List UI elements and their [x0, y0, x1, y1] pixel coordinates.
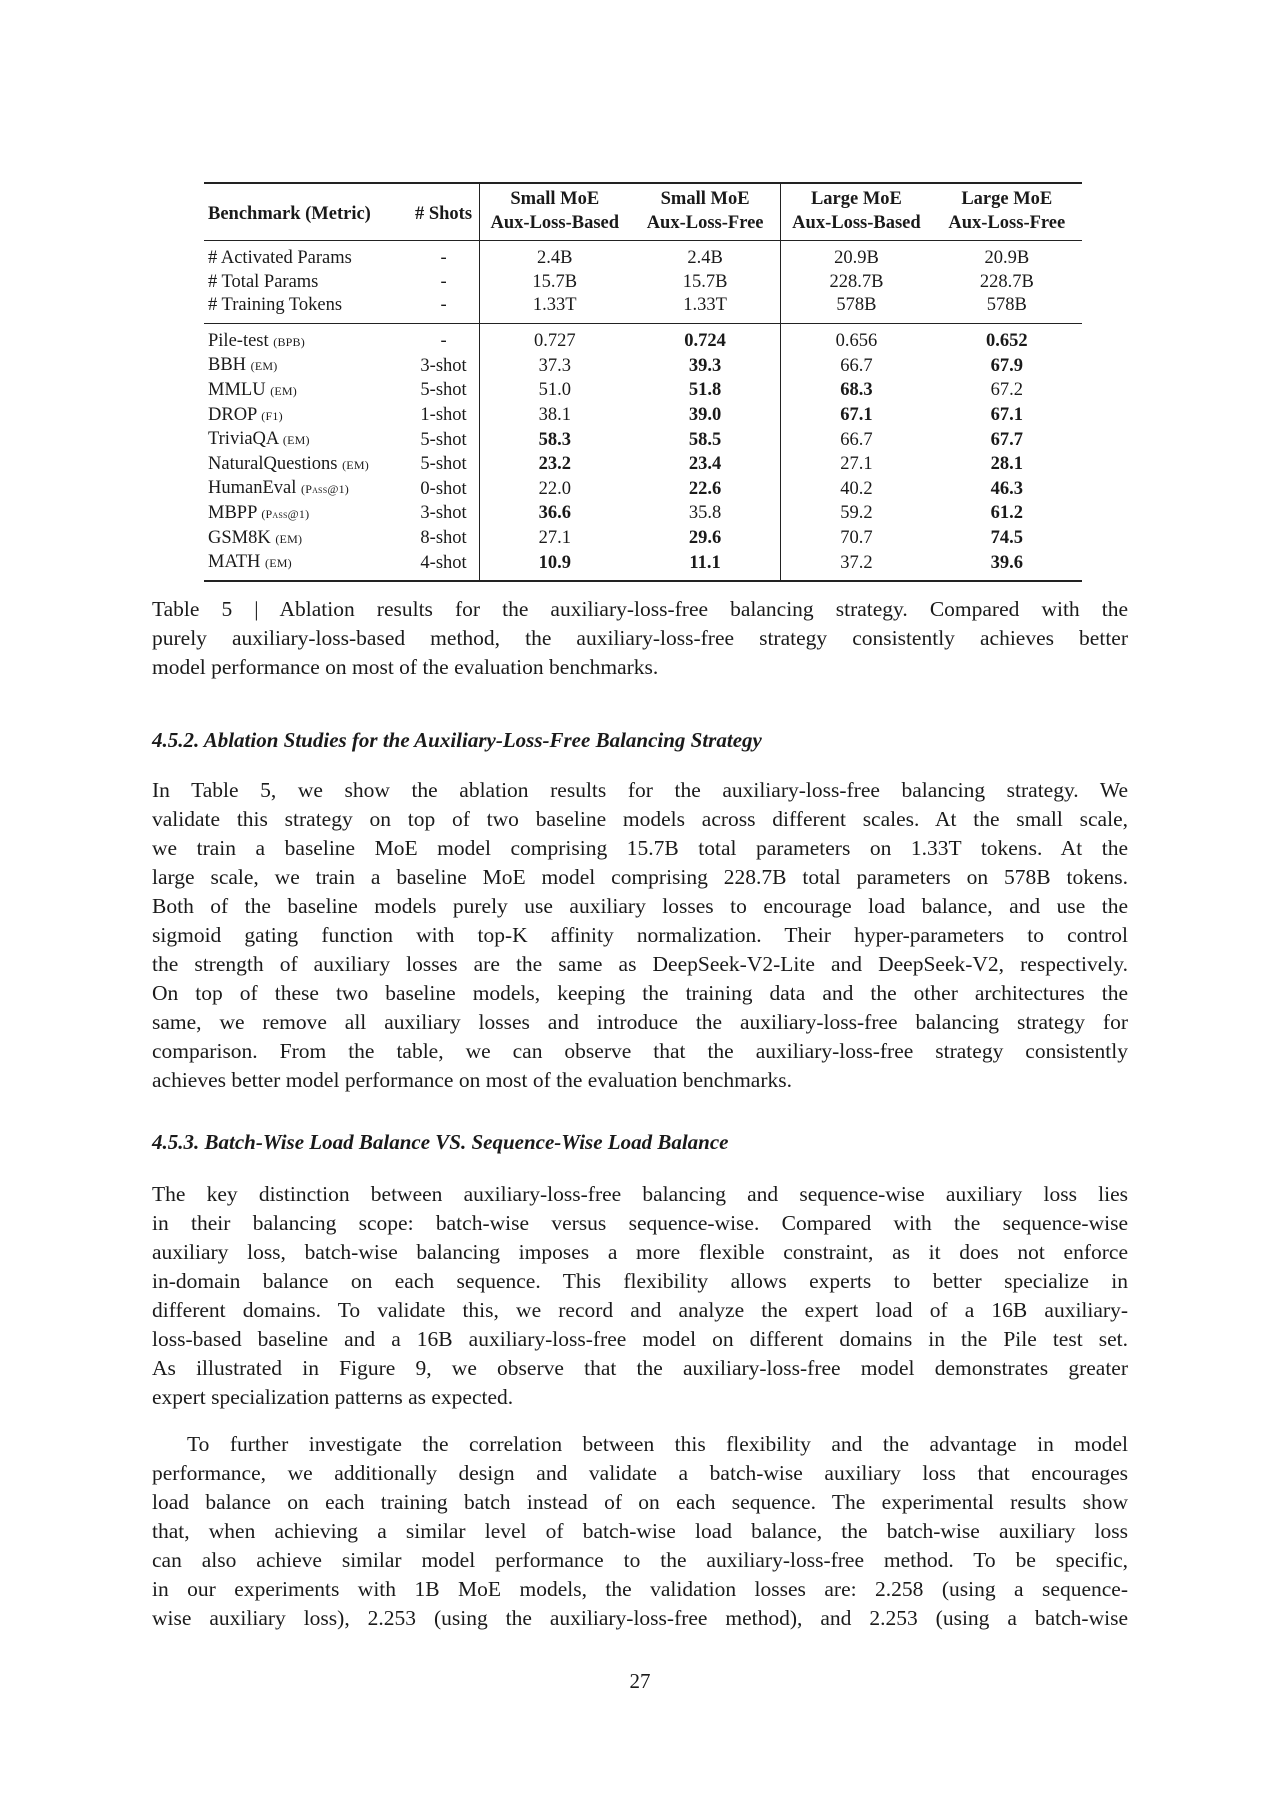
header-col-4-bottom: Aux-Loss-Free [932, 211, 1082, 241]
benchmark-name: GSM8K [208, 527, 271, 548]
row-shots: 1-shot [408, 404, 479, 429]
text-line: the strength of auxiliary losses are the same as DeepSeek-V2-Lite and DeepSeek-V2, respectively. [152, 952, 1128, 976]
text-line: As illustrated in Figure 9, we observe that the auxiliary-loss-free model demonstrates greater [152, 1356, 1128, 1380]
text-line: On top of these two baseline models, keeping the training data and the other architectures the [152, 981, 1128, 1005]
ablation-table [204, 182, 1082, 582]
row-shots: - [408, 294, 479, 323]
value-cell: 0.727 [533, 331, 576, 352]
table-row [204, 241, 1082, 271]
table-caption [152, 595, 1128, 682]
header-col-1-bottom: Aux-Loss-Based [479, 211, 630, 241]
row-shots: 4-shot [408, 551, 479, 581]
header-col-1-top: Small MoE [479, 183, 630, 211]
table-row [204, 527, 1082, 552]
value-cell: 22.6 [630, 477, 781, 502]
value-cell: 11.1 [630, 551, 781, 581]
value-cell: 67.7 [990, 429, 1023, 450]
value-cell: 1.33T [479, 294, 630, 323]
value-cell: 68.3 [840, 380, 873, 401]
benchmark-metric: (BPB) [273, 334, 305, 349]
benchmark-name: BBH [208, 355, 247, 376]
text-line: we train a baseline MoE model comprising 15.7B total parameters on 1.33T tokens. At the [152, 836, 1128, 860]
benchmark-metric: (EM) [342, 457, 369, 472]
value-cell: 39.6 [932, 551, 1082, 581]
benchmark-metric: (EM) [265, 556, 292, 571]
value-cell: 2.4B [630, 241, 781, 271]
row-label [204, 477, 408, 502]
row-shots: 3-shot [408, 502, 479, 527]
header-col-2-top: Small MoE [630, 183, 781, 211]
benchmark-metric: (Pass@1) [261, 506, 310, 521]
value-cell: 23.4 [630, 453, 781, 478]
table-row [204, 453, 1082, 478]
text-line: can also achieve similar model performance to the auxiliary-loss-free method. To be specific, [152, 1548, 1128, 1572]
section-heading-4-5-2: 4.5.2. Ablation Studies for the Auxiliary-Loss-Free Balancing Strategy [152, 728, 762, 752]
value-cell: 67.1 [840, 405, 873, 426]
value-cell: 0.652 [985, 331, 1028, 352]
text-line: different domains. To validate this, we record and analyze the expert load of a 16B auxiliary- [152, 1298, 1128, 1322]
row-label [204, 379, 408, 404]
row-label: # Activated Params [208, 248, 352, 268]
value-cell: 37.3 [538, 355, 571, 376]
row-shots: 5-shot [408, 453, 479, 478]
row-label [204, 527, 408, 552]
value-cell: 228.7B [979, 271, 1034, 292]
text-line: To further investigate the correlation between this flexibility and the advantage in model [187, 1432, 1128, 1456]
row-label [204, 453, 408, 478]
row-shots: - [408, 323, 479, 354]
value-cell: 46.3 [990, 478, 1023, 499]
value-cell: 15.7B [630, 271, 781, 295]
text-line: achieves better model performance on most of the evaluation benchmarks. [152, 1068, 792, 1092]
header-col-2-bottom: Aux-Loss-Free [630, 211, 781, 241]
text-line: comparison. From the table, we can observe that the auxiliary-loss-free strategy consistently [152, 1039, 1128, 1063]
benchmark-name: HumanEval [208, 478, 297, 499]
row-label: # Training Tokens [204, 294, 408, 323]
row-shots: 3-shot [408, 354, 479, 379]
value-cell: 0.724 [630, 323, 781, 354]
config-rows [204, 241, 1082, 324]
header-benchmark: Benchmark (Metric) [204, 183, 408, 241]
section-4-5-3-paragraph-1 [152, 1180, 1128, 1412]
text-line: that, when achieving a similar level of batch-wise load balance, the batch-wise auxiliary loss [152, 1519, 1128, 1543]
benchmark-name: NaturalQuestions [208, 453, 338, 474]
text-line: in-domain balance on each sequence. This flexibility allows experts to better specialize in [152, 1269, 1128, 1293]
value-cell: 0.656 [835, 331, 878, 352]
benchmark-name: MATH [208, 552, 261, 573]
row-shots: 0-shot [408, 477, 479, 502]
benchmark-metric: (Pass@1) [301, 482, 349, 497]
value-cell: 28.1 [990, 454, 1023, 475]
text-line: The key distinction between auxiliary-loss-free balancing and sequence-wise auxiliary loss lies [152, 1182, 1128, 1206]
benchmark-metric: (EM) [270, 383, 297, 398]
text-line: sigmoid gating function with top-K affinity normalization. Their hyper-parameters to control [152, 923, 1128, 947]
header-col-3-bottom: Aux-Loss-Based [781, 211, 932, 241]
table-row [204, 323, 1082, 354]
row-shots: 5-shot [408, 379, 479, 404]
value-cell: 38.1 [538, 405, 571, 426]
text-line: large scale, we train a baseline MoE model comprising 228.7B total parameters on 578B tokens. [152, 865, 1128, 889]
row-label [204, 428, 408, 453]
text-line: same, we remove all auxiliary losses and introduce the auxiliary-loss-free balancing strategy for [152, 1010, 1128, 1034]
value-cell: 70.7 [840, 528, 873, 549]
section-4-5-2-paragraph [152, 776, 1128, 1095]
row-label [204, 502, 408, 527]
value-cell: 2.4B [537, 248, 573, 268]
table-row [204, 354, 1082, 379]
value-cell: 40.2 [840, 478, 873, 499]
row-label [204, 551, 408, 581]
value-cell: 578B [932, 294, 1082, 323]
value-cell: 51.8 [630, 379, 781, 404]
value-cell: 39.0 [630, 404, 781, 429]
table-row [204, 271, 1082, 295]
value-cell: 36.6 [538, 503, 571, 524]
value-cell: 35.8 [630, 502, 781, 527]
text-line: validate this strategy on top of two baseline models across different scales. At the small scale, [152, 807, 1128, 831]
row-label [204, 323, 408, 354]
text-line: In Table 5, we show the ablation results for the auxiliary-loss-free balancing strategy. We [152, 778, 1128, 802]
text-line: expert specialization patterns as expected. [152, 1385, 514, 1409]
row-label [204, 354, 408, 379]
header-shots: # Shots [408, 183, 479, 241]
table-row [204, 428, 1082, 453]
value-cell: 37.2 [781, 551, 932, 581]
value-cell: 61.2 [990, 503, 1023, 524]
value-cell: 27.1 [538, 528, 571, 549]
row-shots: - [408, 271, 479, 295]
value-cell: 59.2 [840, 503, 873, 524]
text-line: in their balancing scope: batch-wise versus sequence-wise. Compared with the sequence-wise [152, 1211, 1128, 1235]
value-cell: 1.33T [630, 294, 781, 323]
value-cell: 67.2 [990, 380, 1023, 401]
table-row [204, 379, 1082, 404]
value-cell: 66.7 [840, 429, 873, 450]
table-row [204, 404, 1082, 429]
caption-line: model performance on most of the evaluation benchmarks. [152, 655, 659, 679]
benchmark-name: DROP [208, 404, 257, 425]
header-col-4-top: Large MoE [932, 183, 1082, 211]
value-cell: 67.9 [990, 355, 1023, 376]
value-cell: 39.3 [630, 354, 781, 379]
value-cell: 58.3 [538, 429, 571, 450]
row-shots: 5-shot [408, 428, 479, 453]
caption-line: Table 5 | Ablation results for the auxiliary-loss-free balancing strategy. Compared with the [152, 597, 1128, 621]
value-cell: 23.2 [538, 454, 571, 475]
table-row [204, 551, 1082, 581]
value-cell: 20.9B [834, 248, 879, 268]
value-cell: 51.0 [538, 380, 571, 401]
table-row [204, 502, 1082, 527]
value-cell: 27.1 [840, 454, 873, 475]
value-cell: 10.9 [479, 551, 630, 581]
table-row [204, 294, 1082, 323]
header-col-3-top: Large MoE [781, 183, 932, 211]
value-cell: 74.5 [990, 528, 1023, 549]
value-cell: 66.7 [840, 355, 873, 376]
text-line: in our experiments with 1B MoE models, the validation losses are: 2.258 (using a sequence- [152, 1577, 1128, 1601]
value-cell: 578B [781, 294, 932, 323]
value-cell: 228.7B [829, 271, 884, 292]
row-shots: 8-shot [408, 527, 479, 552]
text-line: loss-based baseline and a 16B auxiliary-loss-free model on different domains in the Pile test set. [152, 1327, 1128, 1351]
value-cell: 29.6 [630, 527, 781, 552]
text-line: performance, we additionally design and validate a batch-wise auxiliary loss that encourages [152, 1461, 1128, 1485]
benchmark-name: TriviaQA [208, 429, 279, 450]
text-line: Both of the baseline models purely use auxiliary losses to encourage load balance, and use the [152, 894, 1128, 918]
text-line: load balance on each training batch instead of on each sequence. The experimental results show [152, 1490, 1128, 1514]
row-label [204, 404, 408, 429]
benchmark-name: MBPP [208, 502, 257, 523]
benchmark-metric: (F1) [261, 408, 283, 423]
value-cell: 22.0 [538, 478, 571, 499]
value-cell: 67.1 [990, 405, 1023, 426]
benchmark-name: MMLU [208, 379, 266, 400]
section-4-5-3-paragraph-2 [152, 1430, 1128, 1633]
row-label: # Total Params [208, 271, 319, 292]
benchmark-metric: (EM) [250, 359, 278, 374]
benchmark-metric: (EM) [275, 531, 303, 546]
row-shots: - [408, 241, 479, 271]
value-cell: 58.5 [630, 428, 781, 453]
text-line: wise auxiliary loss), 2.253 (using the auxiliary-loss-free method), and 2.253 (using a batch-wise [152, 1606, 1128, 1630]
benchmark-metric: (EM) [282, 433, 310, 448]
page-number: 27 [629, 1669, 651, 1693]
text-line: auxiliary loss, batch-wise balancing imposes a more flexible constraint, as it does not enforce [152, 1240, 1128, 1264]
table-row [204, 477, 1082, 502]
section-heading-4-5-3: 4.5.3. Batch-Wise Load Balance VS. Sequence-Wise Load Balance [152, 1130, 729, 1154]
result-rows [204, 323, 1082, 580]
benchmark-name: Pile-test [208, 330, 269, 351]
value-cell: 20.9B [984, 248, 1030, 268]
value-cell: 15.7B [532, 271, 578, 292]
caption-line: purely auxiliary-loss-based method, the auxiliary-loss-free strategy consistently achieves better [152, 626, 1128, 650]
